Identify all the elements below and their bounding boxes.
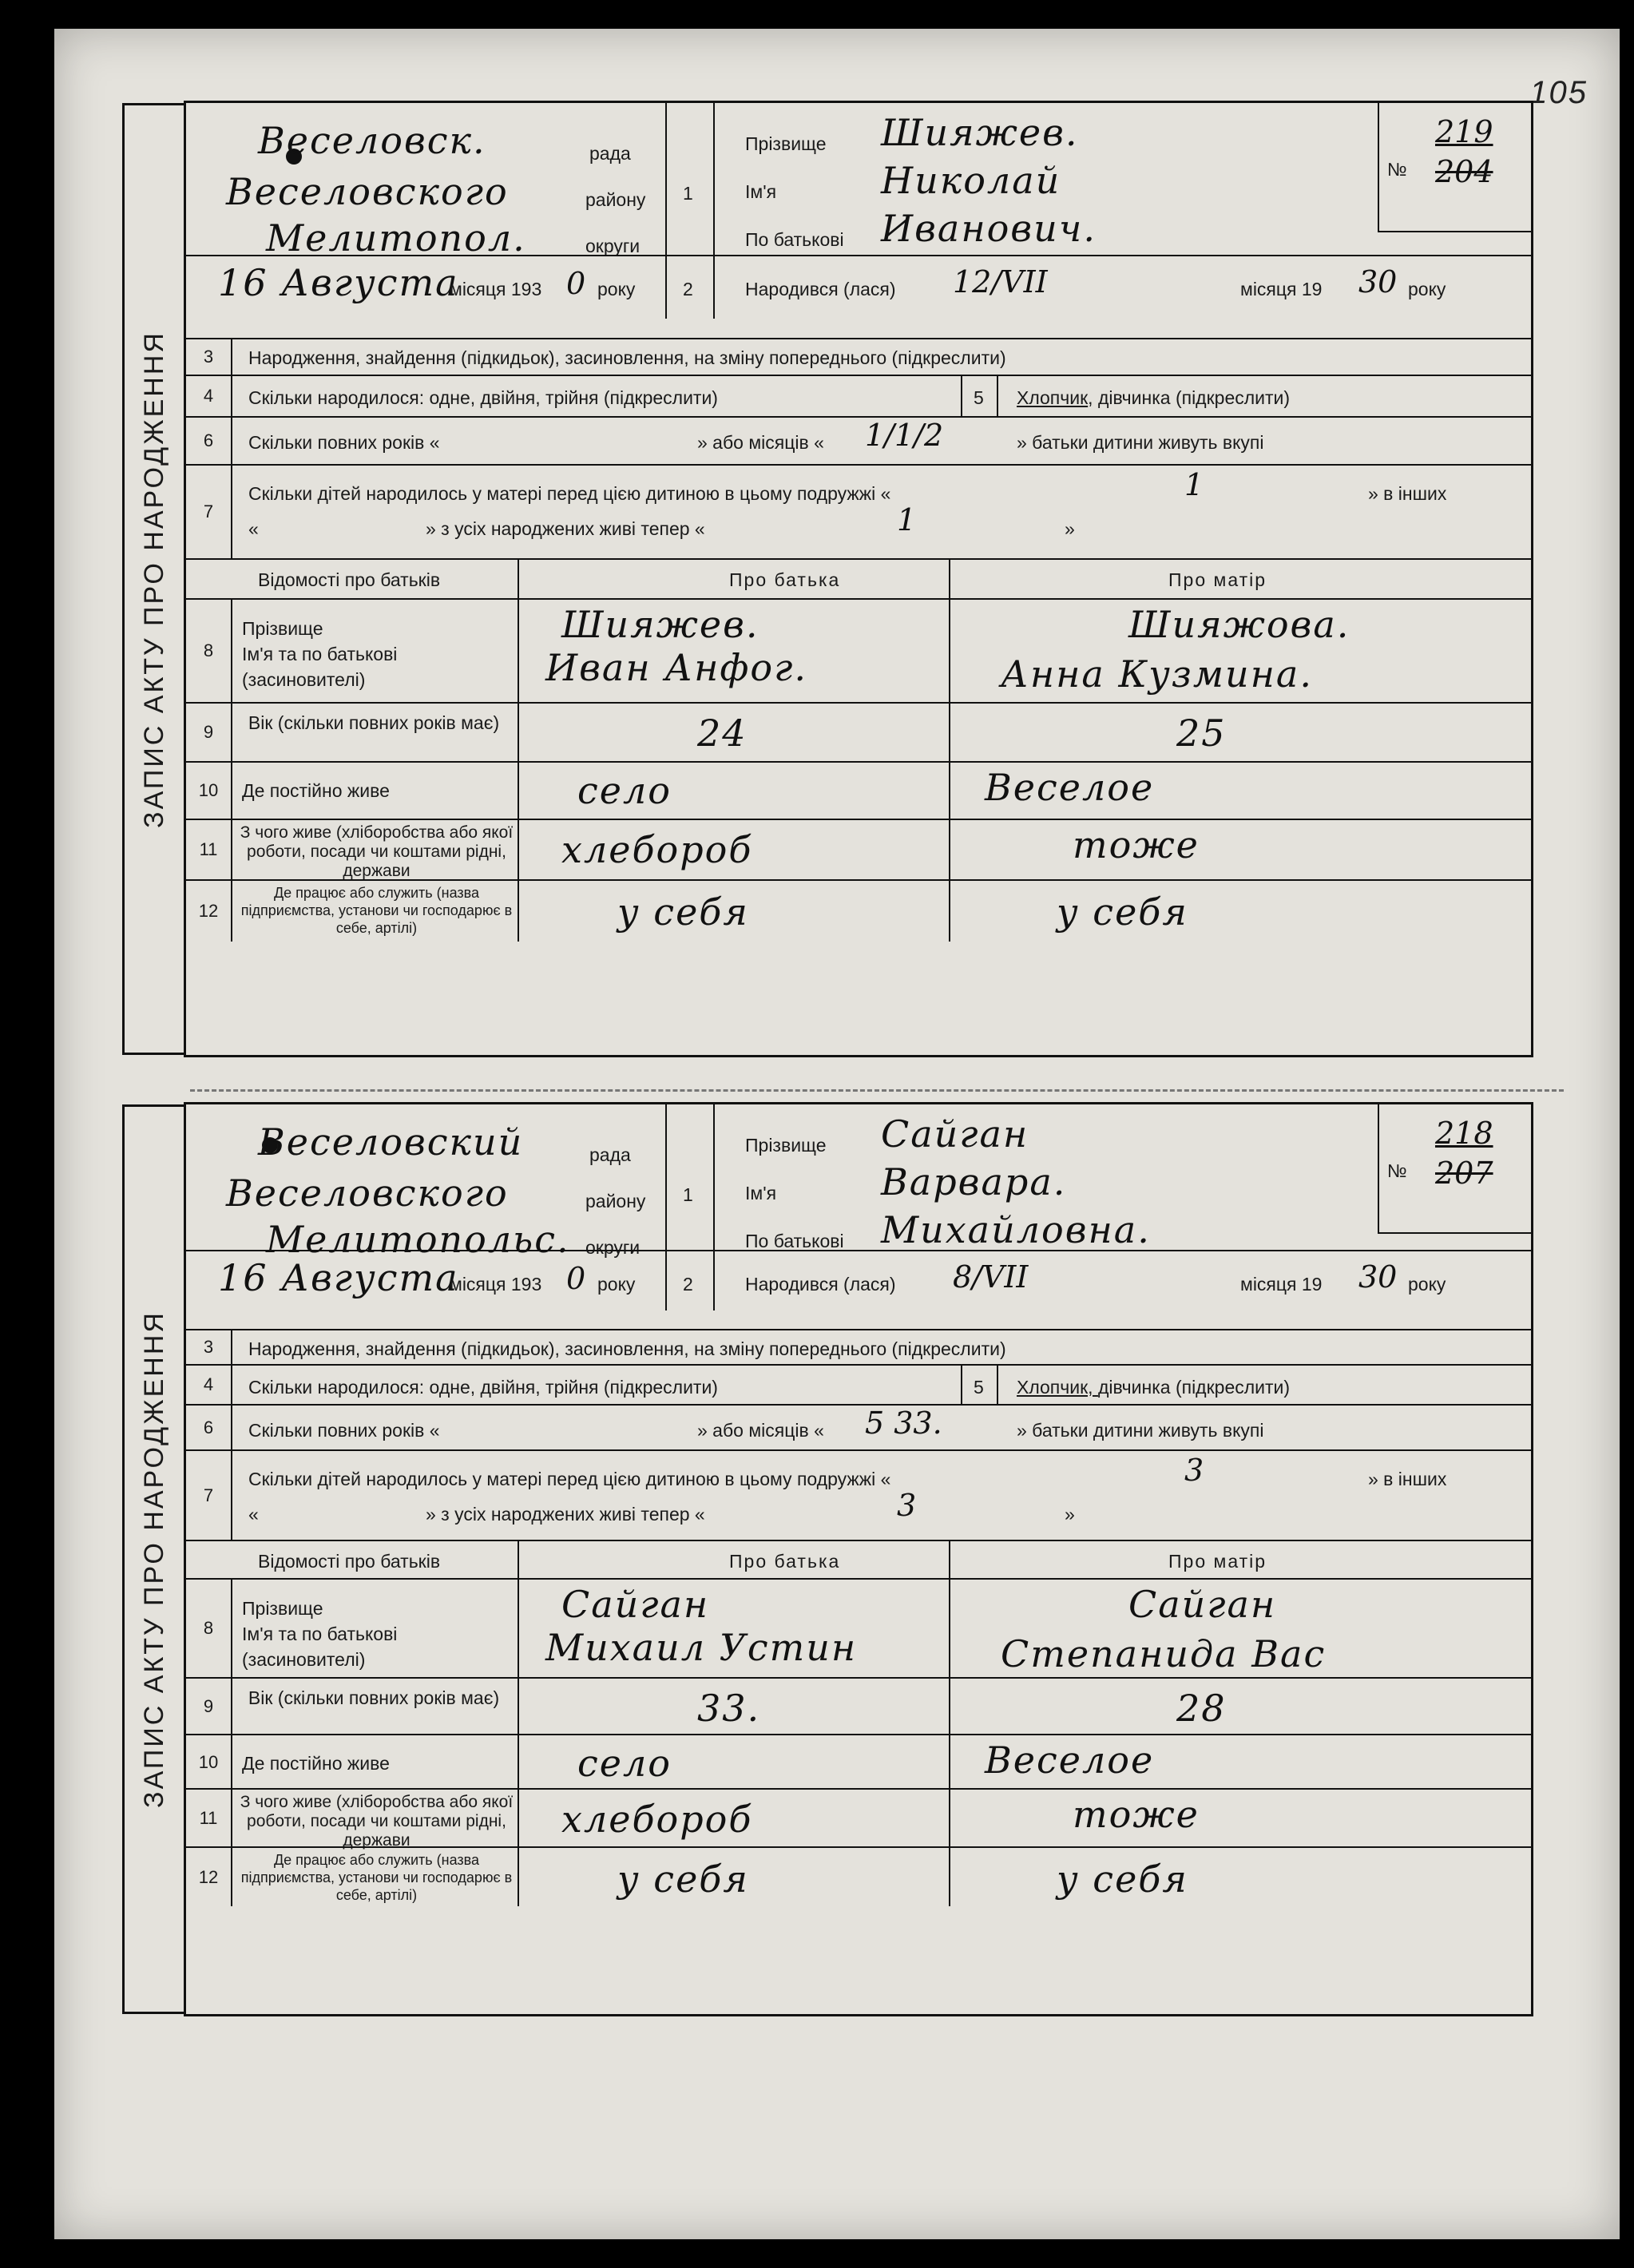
r10-num: 10 (186, 1735, 232, 1789)
r3-num: 3 (186, 339, 232, 375)
column-divider (949, 1735, 950, 1789)
children-alive-handwritten: 3 (897, 1488, 917, 1523)
father-occupation-handwritten: хлебороб (561, 1798, 753, 1841)
r9-lbl: Вік (скільки повних років має) (248, 1687, 500, 1708)
r6-text-a: Скільки повних років « (248, 432, 440, 453)
father-hdr: Про батька (729, 569, 841, 590)
father-residence-handwritten: село (577, 1742, 672, 1785)
children-alive-handwritten: 1 (897, 502, 917, 537)
row-11 (186, 819, 1531, 879)
column-divider (949, 763, 950, 819)
father-residence-handwritten: село (577, 769, 672, 812)
council-handwritten: Веселовск. (258, 119, 486, 162)
r6-text-c: » батьки дитини живуть вкупі (1017, 1420, 1264, 1441)
registration-year-label: року (597, 1274, 636, 1295)
registration-date-handwritten: 16 Августа (218, 261, 459, 304)
record-number-handwritten: 219 (1435, 114, 1493, 149)
registration-date-handwritten: 16 Августа (218, 1256, 459, 1299)
r3-text: Народження, знайдення (підкидьок), засиновлення, на зміну попереднього (підкреслити) (248, 1338, 1006, 1359)
mother-surname-handwritten: Сайган (1128, 1583, 1277, 1626)
r4-text: Скільки народилося: одне, двійня, трійня (підкреслити) (248, 387, 718, 408)
registration-year-handwritten: 0 (566, 1261, 586, 1296)
column-divider (665, 1251, 667, 1310)
r9-lbl: Вік (скільки повних років має) (248, 712, 500, 733)
r6-text-b: » або місяців « (697, 1420, 824, 1441)
children-before-handwritten: 1 (1184, 467, 1204, 502)
r3-text: Народження, знайдення (підкидьок), засиновлення, на зміну попереднього (підкреслити) (248, 347, 1006, 368)
mother-workplace-handwritten: у себя (1057, 1858, 1188, 1901)
row-9 (186, 1677, 1531, 1734)
side-title: ЗАПИС АКТУ ПРО НАРОДЖЕННЯ (139, 1310, 170, 1808)
column-divider (949, 1541, 950, 1578)
row-7 (186, 1449, 1531, 1540)
page-number: 105 (1529, 75, 1588, 110)
mother-occupation-handwritten: тоже (1073, 1793, 1200, 1836)
r9-num: 9 (186, 704, 232, 761)
surname-handwritten: Сайган (881, 1112, 1029, 1156)
r6-text-c: » батьки дитини живуть вкупі (1017, 432, 1264, 453)
row-3 (186, 1329, 1531, 1364)
born-month-label: місяця 19 (1240, 1274, 1323, 1295)
record-side-title (122, 103, 184, 1055)
father-age-handwritten: 33. (697, 1687, 761, 1730)
column-divider (949, 600, 950, 702)
r7-text-d: » з усіх народжених живі тепер « (426, 518, 705, 539)
r5-text-a: Хлопчик (1017, 387, 1089, 408)
column-divider (961, 376, 962, 416)
record-number-label: № (1387, 159, 1407, 180)
r10-num: 10 (186, 763, 232, 819)
column-divider (713, 256, 715, 319)
okrug-handwritten: Мелитопольс. (266, 1218, 570, 1261)
r5-text-b: дівчинка (підкреслити) (1097, 1377, 1291, 1398)
r7-text-c: « (248, 1504, 259, 1525)
okrug-label: округи (585, 236, 641, 256)
column-divider (997, 376, 998, 416)
mother-hdr: Про матір (1168, 569, 1267, 590)
column-divider (518, 560, 519, 598)
r4-num: 4 (186, 376, 232, 416)
mother-age-handwritten: 25 (1176, 712, 1227, 755)
column-divider (949, 704, 950, 761)
months-together-handwritten: 1/1/2 (865, 418, 944, 453)
column-divider (949, 1580, 950, 1677)
column-divider (949, 1790, 950, 1846)
r8-lbl: Прізвище Ім'я та по батькові (засиновителі) (242, 618, 398, 690)
r5-num: 5 (974, 1377, 984, 1398)
born-label: Народився (лася) (745, 279, 896, 299)
registration-year-handwritten: 0 (566, 266, 586, 301)
father-workplace-handwritten: у себя (617, 890, 749, 934)
column-divider (518, 704, 519, 761)
r7-text-a: Скільки дітей народилось у матері перед цією дитиною в цьому подружжі « (248, 1469, 891, 1489)
row-6 (186, 1404, 1531, 1449)
r6-num: 6 (186, 1406, 232, 1449)
patronymic-handwritten: Иванович. (881, 207, 1097, 250)
children-before-handwritten: 3 (1184, 1453, 1204, 1488)
district-label: району (585, 1191, 646, 1211)
r6-text-b: » або місяців « (697, 432, 824, 453)
born-date-handwritten: 12/VII (953, 264, 1048, 299)
name-handwritten: Николай (881, 159, 1061, 202)
district-handwritten: Веселовского (226, 1172, 509, 1215)
column-divider (665, 256, 667, 319)
fold-line (190, 1089, 1564, 1092)
r12-lbl: Де працює або служить (назва підприємства, установи чи господарює в себе, артілі) (240, 1852, 513, 1903)
r8-lbl: Прізвище Ім'я та по батькові (засиновителі) (242, 1598, 398, 1670)
row-12 (186, 879, 1531, 942)
column-divider (949, 1679, 950, 1734)
row-9 (186, 702, 1531, 761)
mother-residence-handwritten: Веселое (985, 766, 1155, 809)
r8-num: 8 (186, 600, 232, 702)
column-divider (961, 1366, 962, 1404)
r7-text-e: » (1065, 1504, 1075, 1525)
birth-record-2 (139, 1102, 1533, 2016)
father-occupation-handwritten: хлебороб (561, 828, 753, 871)
column-divider (518, 1541, 519, 1578)
r8-num: 8 (186, 1580, 232, 1677)
column-divider (518, 1735, 519, 1789)
district-label: району (585, 189, 646, 210)
r11-num: 11 (186, 820, 232, 879)
column-divider (518, 1580, 519, 1677)
r6-num: 6 (186, 418, 232, 464)
row1-num: 1 (683, 183, 693, 204)
born-year-label: року (1408, 279, 1446, 299)
patronymic-handwritten: Михайловна. (881, 1208, 1151, 1251)
column-divider (518, 600, 519, 702)
row-4-5 (186, 1364, 1531, 1404)
r7-text-d: » з усіх народжених живі тепер « (426, 1504, 705, 1525)
birth-record-1 (139, 101, 1533, 1057)
record-number-label: № (1387, 1160, 1407, 1181)
row-6 (186, 416, 1531, 464)
column-divider (997, 1366, 998, 1404)
mother-age-handwritten: 28 (1176, 1687, 1227, 1730)
r7-text-b: » в інших (1368, 1469, 1447, 1489)
father-hdr: Про батька (729, 1551, 841, 1572)
okrug-handwritten: Мелитопол. (266, 216, 526, 260)
r10-lbl: Де постійно живе (242, 780, 390, 801)
r7-text-b: » в інших (1368, 483, 1447, 504)
column-divider (949, 1848, 950, 1906)
parents-header-row (186, 1540, 1531, 1578)
mother-residence-handwritten: Веселое (985, 1739, 1155, 1782)
mother-name-handwritten: Степанида Вас (1001, 1632, 1327, 1675)
record-number-box (1378, 103, 1531, 232)
row-11 (186, 1788, 1531, 1850)
r6-text-a: Скільки повних років « (248, 1420, 440, 1441)
father-name-handwritten: Михаил Устин (545, 1626, 858, 1669)
registration-date-row (186, 255, 1531, 319)
r4-num: 4 (186, 1366, 232, 1404)
parents-header-row (186, 558, 1531, 598)
patronymic-label: По батькові (745, 229, 844, 250)
column-divider (713, 1251, 715, 1310)
row-7 (186, 464, 1531, 558)
born-month-label: місяця 19 (1240, 279, 1323, 299)
row-number: 2 (683, 1274, 693, 1295)
council-label: рада (589, 1144, 631, 1165)
record-number-old: 207 (1435, 1156, 1493, 1191)
parents-hdr: Відомості про батьків (258, 569, 441, 590)
mother-surname-handwritten: Шияжова. (1128, 603, 1350, 646)
column-divider (518, 763, 519, 819)
r11-num: 11 (186, 1790, 232, 1846)
born-year-handwritten: 30 (1358, 264, 1398, 299)
father-surname-handwritten: Сайган (561, 1583, 710, 1626)
council-handwritten: Веселовский (258, 1120, 524, 1164)
born-label: Народився (лася) (745, 1274, 896, 1295)
registration-year-label: року (597, 279, 636, 299)
registration-date-row (186, 1250, 1531, 1310)
column-divider (949, 881, 950, 942)
mother-workplace-handwritten: у себя (1057, 890, 1188, 934)
r3-num: 3 (186, 1330, 232, 1364)
parents-hdr: Відомості про батьків (258, 1551, 441, 1572)
mother-hdr: Про матір (1168, 1551, 1267, 1572)
r5-num: 5 (974, 387, 984, 408)
mother-name-handwritten: Анна Кузмина. (1001, 652, 1313, 696)
column-divider (949, 560, 950, 598)
r5-text-b: , дівчинка (підкреслити) (1088, 387, 1291, 408)
column-divider (518, 881, 519, 942)
row-4-5 (186, 375, 1531, 416)
row-3 (186, 338, 1531, 375)
name-handwritten: Варвара. (881, 1160, 1067, 1203)
patronymic-label: По батькові (745, 1231, 844, 1251)
district-handwritten: Веселовского (226, 170, 509, 213)
father-surname-handwritten: Шияжев. (561, 603, 759, 646)
father-name-handwritten: Иван Анфог. (545, 646, 807, 689)
r7-text-a: Скільки дітей народилось у матері перед цією дитиною в цьому подружжі « (248, 483, 891, 504)
father-age-handwritten: 24 (697, 712, 748, 755)
r7-num: 7 (186, 466, 232, 558)
r9-num: 9 (186, 1679, 232, 1734)
months-together-handwritten: 5 33. (865, 1406, 942, 1441)
row-number: 2 (683, 279, 693, 299)
okrug-label: округи (585, 1237, 641, 1258)
father-workplace-handwritten: у себя (617, 1858, 749, 1901)
record-side-title (122, 1104, 184, 2014)
registration-date-label: місяця 193 (450, 1274, 542, 1295)
registration-date-label: місяця 193 (450, 279, 542, 299)
born-date-handwritten: 8/VII (953, 1259, 1029, 1295)
mother-occupation-handwritten: тоже (1073, 823, 1200, 866)
record-number-old: 204 (1435, 154, 1493, 189)
r7-num: 7 (186, 1451, 232, 1540)
r4-text: Скільки народилося: одне, двійня, трійня (підкреслити) (248, 1377, 718, 1398)
row-10 (186, 761, 1531, 819)
row1-num: 1 (683, 1184, 693, 1205)
name-label: Ім'я (745, 181, 777, 202)
column-divider (518, 1679, 519, 1734)
r12-lbl: Де працює або служить (назва підприємства, установи чи господарює в себе, артілі) (240, 885, 513, 936)
row-10 (186, 1734, 1531, 1789)
born-year-label: року (1408, 1274, 1446, 1295)
column-divider (518, 1848, 519, 1906)
r12-num: 12 (186, 881, 232, 942)
council-label: рада (589, 143, 631, 164)
row-8 (186, 598, 1531, 702)
column-divider (518, 820, 519, 879)
row-8 (186, 1578, 1531, 1677)
r12-num: 12 (186, 1848, 232, 1906)
r11-lbl: З чого живе (хліборобства або якої роботи, посади чи коштами рідні, держави (240, 1793, 514, 1850)
surname-label: Прізвище (745, 133, 827, 154)
r7-text-e: » (1065, 518, 1075, 539)
r10-lbl: Де постійно живе (242, 1753, 390, 1774)
r7-text-c: « (248, 518, 259, 539)
surname-label: Прізвище (745, 1135, 827, 1156)
r5-text-a: Хлопчик, (1017, 1377, 1098, 1398)
name-label: Ім'я (745, 1183, 777, 1203)
record-number-box (1378, 1104, 1531, 1234)
born-year-handwritten: 30 (1358, 1259, 1398, 1295)
side-title: ЗАПИС АКТУ ПРО НАРОДЖЕННЯ (139, 330, 170, 828)
column-divider (518, 1790, 519, 1846)
record-number-handwritten: 218 (1435, 1116, 1493, 1151)
surname-handwritten: Шияжев. (881, 111, 1079, 154)
r11-lbl: З чого живе (хліборобства або якої роботи, посади чи коштами рідні, держави (240, 823, 514, 880)
column-divider (949, 820, 950, 879)
row-12 (186, 1846, 1531, 1906)
